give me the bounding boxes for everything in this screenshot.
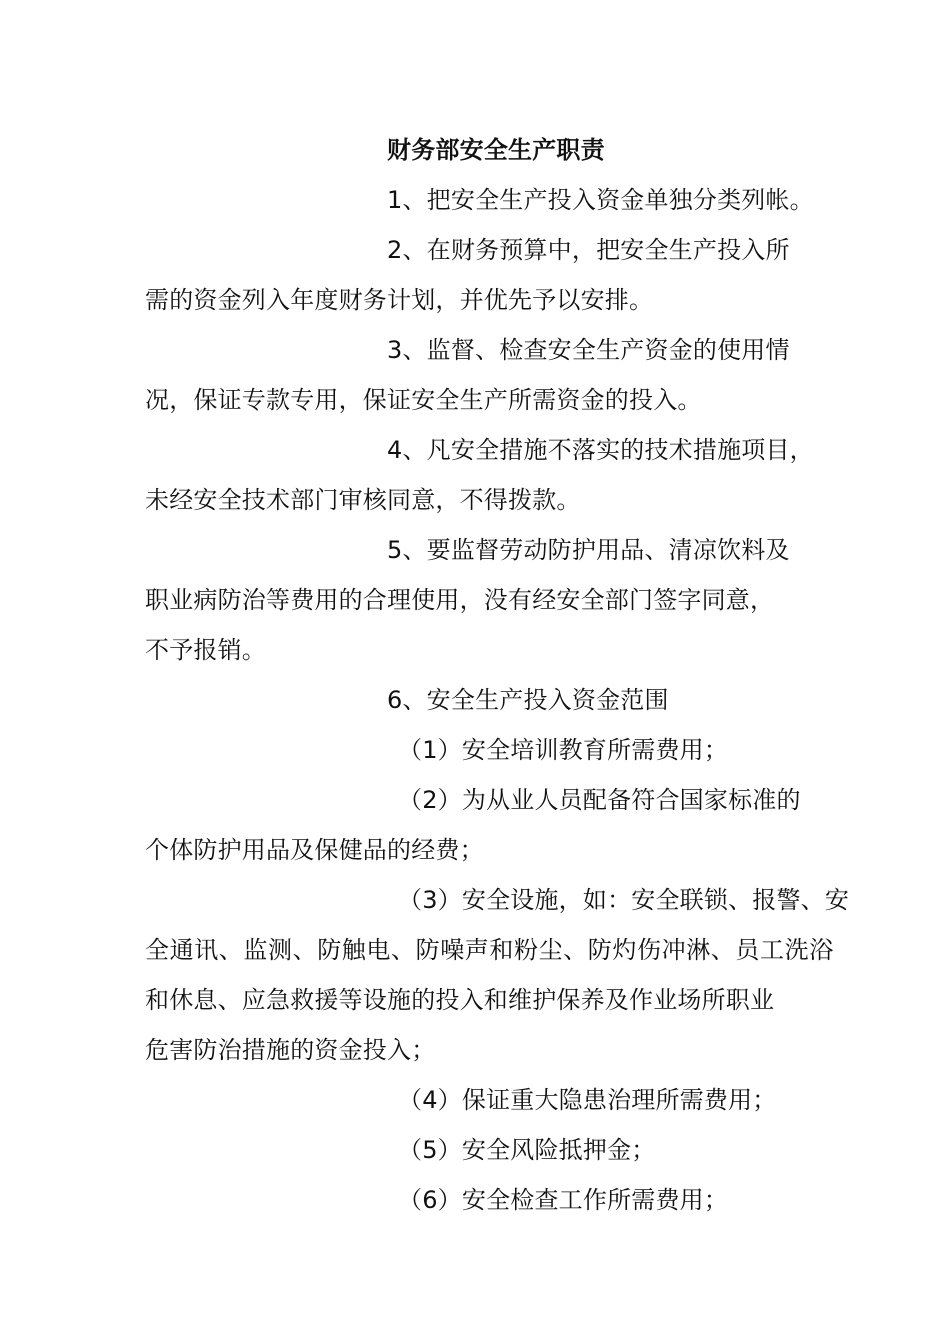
paragraph-line: 1、把安全生产投入资金单独分类列帐。 (387, 186, 814, 214)
paragraph-line: 未经安全技术部门审核同意，不得拨款。 (145, 486, 581, 514)
paragraph-line: 2、在财务预算中，把安全生产投入所 (387, 236, 790, 264)
paragraph-line: 况，保证专款专用，保证安全生产所需资金的投入。 (145, 386, 702, 414)
paragraph-line: 6、安全生产投入资金范围 (387, 686, 669, 714)
list-item: （6）安全检查工作所需费用； (398, 1186, 729, 1214)
paragraph-line: 需的资金列入年度财务计划，并优先予以安排。 (145, 286, 654, 314)
paragraph-line: 不予报销。 (145, 636, 266, 664)
paragraph-line: 职业病防治等费用的合理使用，没有经安全部门签字同意， (145, 586, 775, 614)
paragraph-line: 3、监督、检查安全生产资金的使用情 (387, 336, 790, 364)
list-item: （2）为从业人员配备符合国家标准的 (398, 786, 801, 814)
list-item: （3）安全设施，如：安全联锁、报警、安 (398, 886, 850, 914)
paragraph-line: 和休息、应急救援等设施的投入和维护保养及作业场所职业 (145, 986, 775, 1014)
list-item: （5）安全风险抵押金； (398, 1136, 656, 1164)
paragraph-line: 个体防护用品及保健品的经费； (145, 836, 484, 864)
paragraph-line: 危害防治措施的资金投入； (145, 1036, 436, 1064)
list-item: （1）安全培训教育所需费用； (398, 736, 729, 764)
paragraph-line: 4、凡安全措施不落实的技术措施项目， (387, 436, 814, 464)
list-item: （4）保证重大隐患治理所需费用； (398, 1086, 777, 1114)
paragraph-line: 全通讯、监测、防触电、防噪声和粉尘、防灼伤冲淋、员工洗浴 (145, 936, 834, 964)
document-title: 财务部安全生产职责 (387, 136, 605, 164)
paragraph-line: 5、要监督劳动防护用品、清凉饮料及 (387, 536, 790, 564)
